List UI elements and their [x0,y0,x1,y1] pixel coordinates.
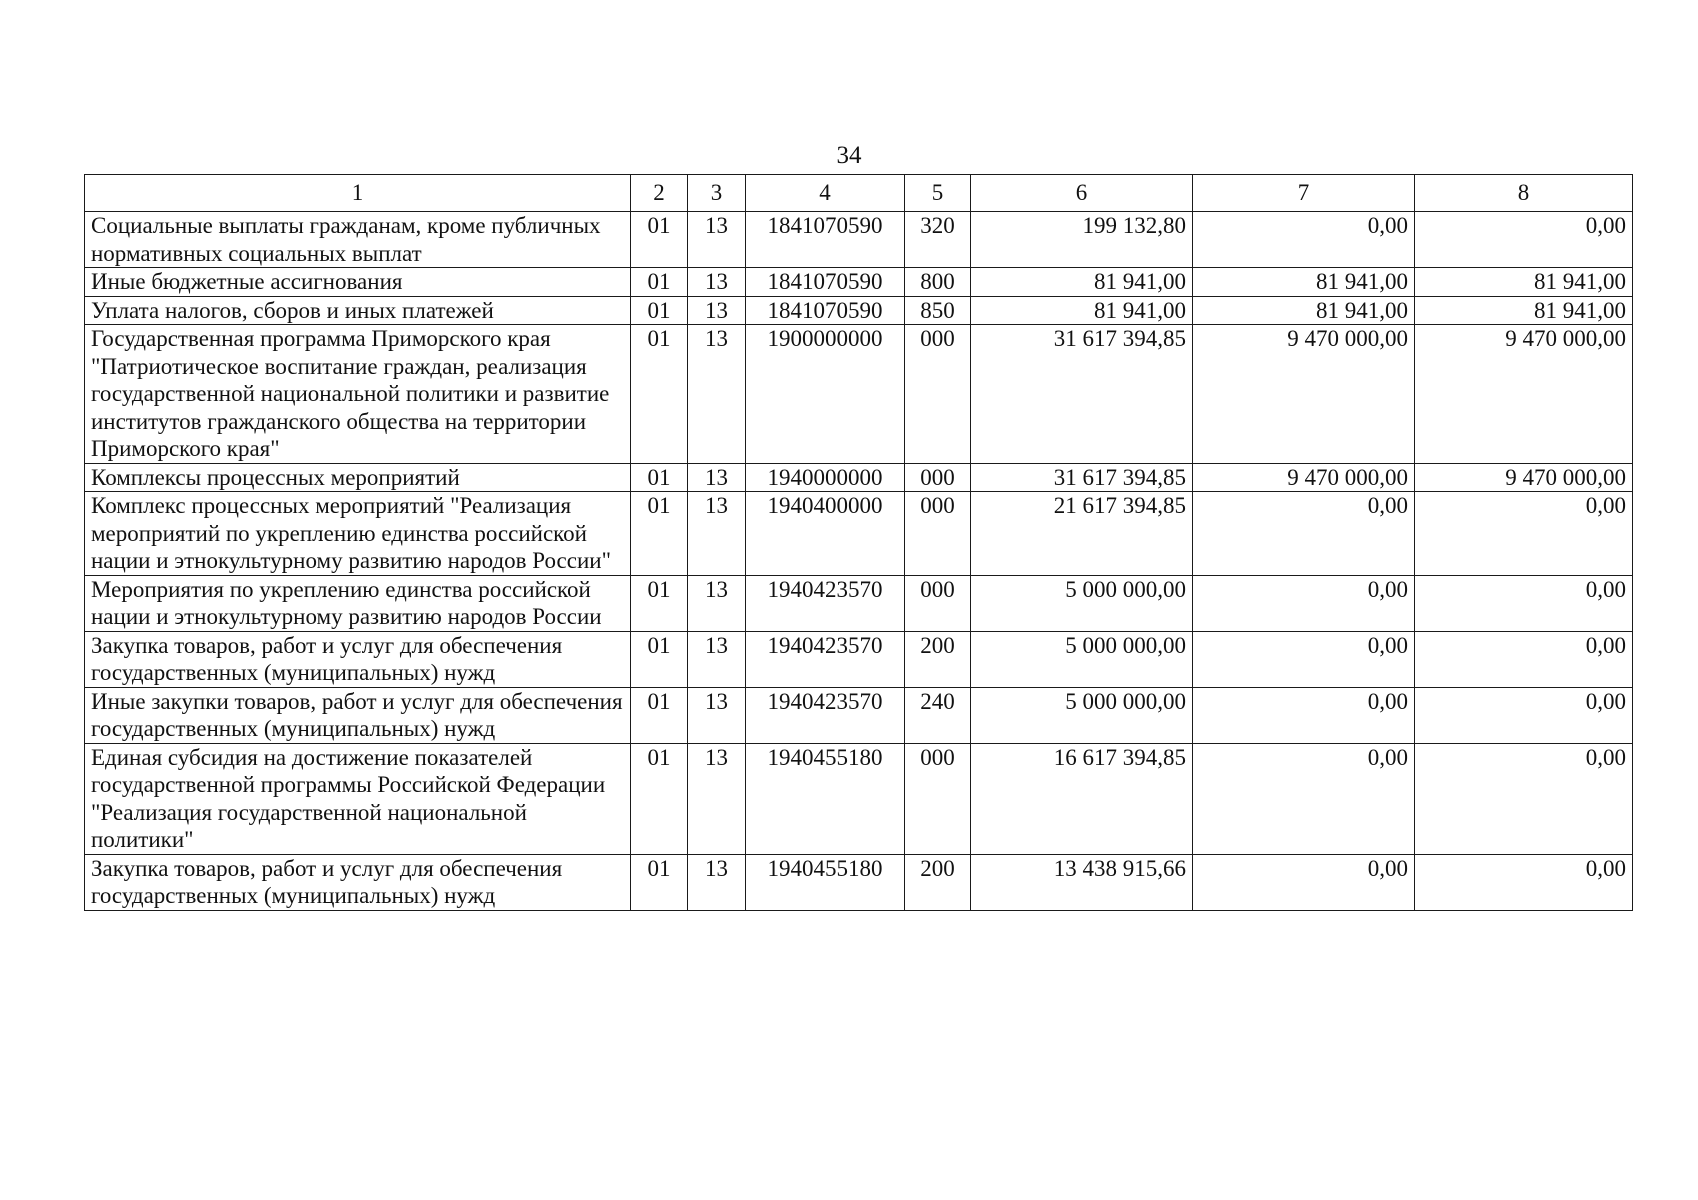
amount-col-6: 5 000 000,00 [971,631,1193,687]
target-article-code: 1940455180 [746,854,905,910]
header-row [85,175,1633,212]
row-name: Иные закупки товаров, работ и услуг для обеспечения государственных (муниципальных) нужд [85,687,631,743]
row-name: Социальные выплаты гражданам, кроме публичных нормативных социальных выплат [85,212,631,268]
target-article-code: 1841070590 [746,212,905,268]
amount-col-7: 0,00 [1193,492,1415,576]
amount-col-7: 0,00 [1193,631,1415,687]
amount-col-7: 0,00 [1193,575,1415,631]
amount-col-7: 9 470 000,00 [1193,325,1415,464]
amount-col-8: 81 941,00 [1415,268,1633,297]
amount-col-7: 81 941,00 [1193,268,1415,297]
amount-col-8: 0,00 [1415,743,1633,854]
amount-col-8: 0,00 [1415,212,1633,268]
amount-col-7: 0,00 [1193,743,1415,854]
table-row [85,687,1633,743]
row-name: Закупка товаров, работ и услуг для обеспечения государственных (муниципальных) нужд [85,854,631,910]
target-article-code: 1900000000 [746,325,905,464]
subsection-code: 13 [688,575,746,631]
expense-type-code: 200 [905,631,971,687]
section-code: 01 [631,687,688,743]
target-article-code: 1841070590 [746,268,905,297]
row-name: Мероприятия по укреплению единства российской нации и этнокультурному развитию народов России [85,575,631,631]
amount-col-8: 9 470 000,00 [1415,325,1633,464]
target-article-code: 1940455180 [746,743,905,854]
expense-type-code: 320 [905,212,971,268]
table-row [85,325,1633,464]
row-name: Иные бюджетные ассигнования [85,268,631,297]
table-row [85,854,1633,910]
column-header-1: 1 [85,175,631,212]
row-name: Единая субсидия на достижение показателей государственной программы Российской Федерации "Реализация государственной национальной политики" [85,743,631,854]
row-name: Уплата налогов, сборов и иных платежей [85,296,631,325]
section-code: 01 [631,631,688,687]
expense-type-code: 240 [905,687,971,743]
amount-col-8: 0,00 [1415,575,1633,631]
amount-col-7: 9 470 000,00 [1193,463,1415,492]
amount-col-7: 0,00 [1193,212,1415,268]
column-header-3: 3 [688,175,746,212]
amount-col-6: 199 132,80 [971,212,1193,268]
section-code: 01 [631,743,688,854]
table-row [85,463,1633,492]
amount-col-8: 0,00 [1415,687,1633,743]
table-row [85,743,1633,854]
subsection-code: 13 [688,268,746,297]
table-row [85,575,1633,631]
column-header-7: 7 [1193,175,1415,212]
amount-col-6: 16 617 394,85 [971,743,1193,854]
amount-col-7: 0,00 [1193,854,1415,910]
column-header-6: 6 [971,175,1193,212]
section-code: 01 [631,325,688,464]
subsection-code: 13 [688,325,746,464]
expense-type-code: 000 [905,743,971,854]
row-name: Комплекс процессных мероприятий "Реализация мероприятий по укреплению единства российской нации и этнокультурному развитию народов России" [85,492,631,576]
target-article-code: 1841070590 [746,296,905,325]
section-code: 01 [631,212,688,268]
amount-col-7: 0,00 [1193,687,1415,743]
amount-col-8: 81 941,00 [1415,296,1633,325]
amount-col-6: 31 617 394,85 [971,463,1193,492]
table-row [85,296,1633,325]
row-name: Государственная программа Приморского края "Патриотическое воспитание граждан, реализация государственной национальной политики и развитие институтов гражданского общества на территории Приморского края" [85,325,631,464]
section-code: 01 [631,492,688,576]
section-code: 01 [631,463,688,492]
expense-type-code: 000 [905,325,971,464]
column-header-8: 8 [1415,175,1633,212]
expense-type-code: 850 [905,296,971,325]
column-header-2: 2 [631,175,688,212]
row-name: Закупка товаров, работ и услуг для обеспечения государственных (муниципальных) нужд [85,631,631,687]
expense-type-code: 000 [905,492,971,576]
amount-col-8: 0,00 [1415,492,1633,576]
amount-col-7: 81 941,00 [1193,296,1415,325]
page-number: 34 [836,142,862,169]
column-header-4: 4 [746,175,905,212]
amount-col-6: 81 941,00 [971,296,1193,325]
target-article-code: 1940400000 [746,492,905,576]
expense-type-code: 200 [905,854,971,910]
subsection-code: 13 [688,296,746,325]
subsection-code: 13 [688,463,746,492]
amount-col-6: 21 617 394,85 [971,492,1193,576]
amount-col-6: 5 000 000,00 [971,575,1193,631]
subsection-code: 13 [688,631,746,687]
amount-col-6: 31 617 394,85 [971,325,1193,464]
table-row [85,631,1633,687]
subsection-code: 13 [688,743,746,854]
target-article-code: 1940423570 [746,575,905,631]
target-article-code: 1940423570 [746,687,905,743]
amount-col-6: 81 941,00 [971,268,1193,297]
section-code: 01 [631,575,688,631]
column-header-5: 5 [905,175,971,212]
subsection-code: 13 [688,212,746,268]
expense-type-code: 000 [905,575,971,631]
expense-type-code: 000 [905,463,971,492]
table-row [85,268,1633,297]
amount-col-6: 5 000 000,00 [971,687,1193,743]
subsection-code: 13 [688,854,746,910]
amount-col-8: 9 470 000,00 [1415,463,1633,492]
target-article-code: 1940000000 [746,463,905,492]
amount-col-8: 0,00 [1415,631,1633,687]
amount-col-6: 13 438 915,66 [971,854,1193,910]
subsection-code: 13 [688,687,746,743]
section-code: 01 [631,854,688,910]
section-code: 01 [631,268,688,297]
subsection-code: 13 [688,492,746,576]
section-code: 01 [631,296,688,325]
expense-type-code: 800 [905,268,971,297]
row-name: Комплексы процессных мероприятий [85,463,631,492]
target-article-code: 1940423570 [746,631,905,687]
table-row [85,212,1633,268]
table-row [85,492,1633,576]
amount-col-8: 0,00 [1415,854,1633,910]
budget-table [84,174,1633,911]
